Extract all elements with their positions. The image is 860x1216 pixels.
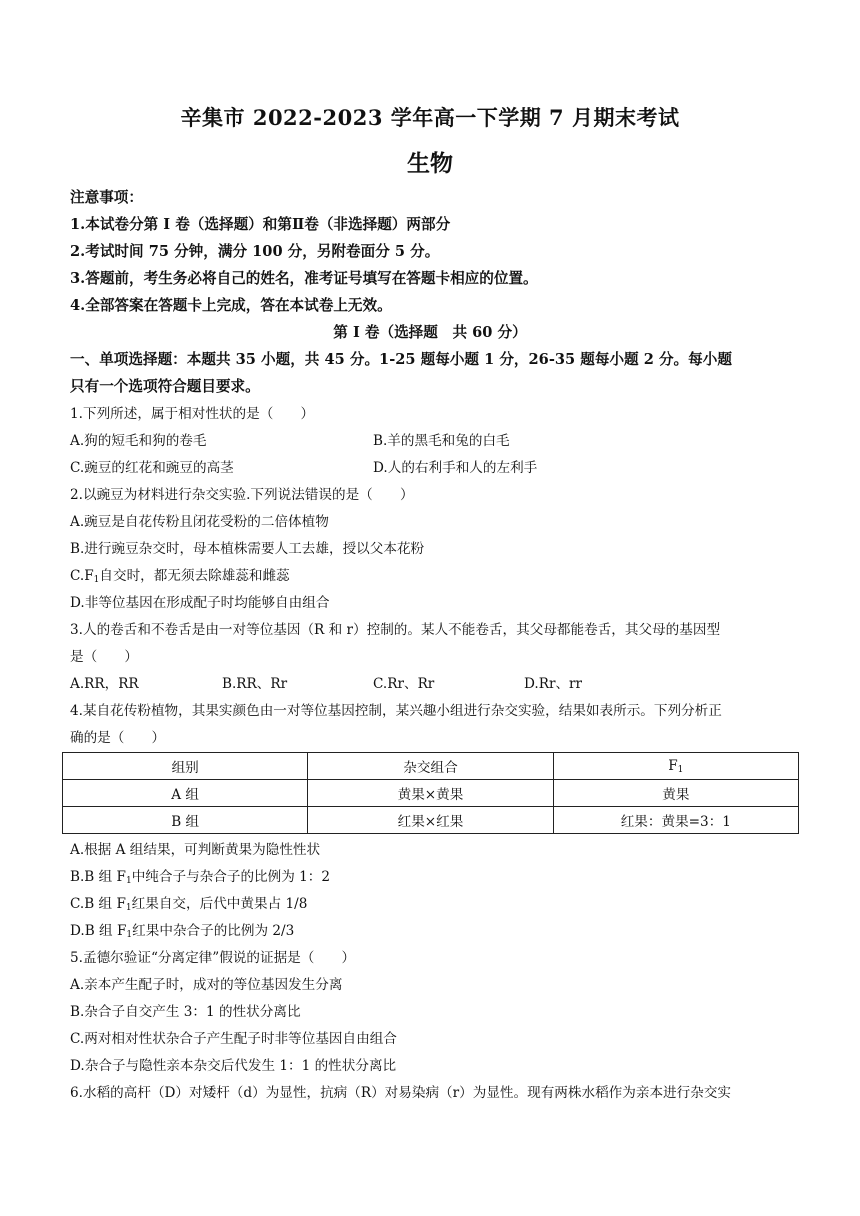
- q1-option-c: C.豌豆的红花和豌豆的高茎: [70, 460, 234, 476]
- table-cell: 红果×红果: [308, 807, 553, 834]
- notice-item-3: 3.答题前，考生务必将自己的姓名，准考证号填写在答题卡相应的位置。: [70, 270, 538, 287]
- q4-option-b: B.B 组 $F_1$中纯合子与杂合子的比例为 1：2: [70, 869, 331, 886]
- q3-option-b: B.RR、Rr: [222, 676, 288, 692]
- q3-stem-line1: 3.人的卷舌和不卷舌是由一对等位基因（R 和 r）控制的。某人不能卷舌，其父母都能卷舌，其父母的基因型: [70, 622, 721, 638]
- table-cell: 黄果: [553, 780, 798, 807]
- table-row: [63, 780, 799, 807]
- table-cell: A 组: [63, 780, 308, 807]
- q3-option-c: C.Rr、Rr: [373, 676, 435, 692]
- subject-title: 生物: [407, 150, 453, 177]
- q1-option-b: B.羊的黑毛和兔的白毛: [373, 433, 510, 449]
- q5-option-d: D.杂合子与隐性亲本杂交后代发生 1：1 的性状分离比: [70, 1058, 397, 1074]
- table-row: [63, 807, 799, 834]
- notice-heading: 注意事项：: [70, 189, 143, 206]
- table-header-row: [63, 753, 799, 780]
- q4-stem-line1: 4.某自花传粉植物，其果实颜色由一对等位基因控制，某兴趣小组进行杂交实验，结果如表所示。下列分析正: [70, 703, 722, 719]
- q2-option-c: $C.F_1$自交时，都无须去除雄蕊和雌蕊: [70, 568, 290, 585]
- q6-stem: 6.水稻的高杆（D）对矮杆（d）为显性，抗病（R）对易染病（r）为显性。现有两株水稻作为亲本进行杂交实: [70, 1085, 732, 1101]
- q2-option-b: B.进行豌豆杂交时，母本植株需要人工去雄，授以父本花粉: [70, 541, 425, 557]
- section1-line2: 只有一个选项符合题目要求。: [70, 378, 260, 395]
- table-header-cell: 杂交组合: [308, 753, 553, 780]
- q5-option-b: B.杂合子自交产生 3：1 的性状分离比: [70, 1004, 301, 1020]
- q5-option-c: C.两对相对性状杂合子产生配子时非等位基因自由组合: [70, 1031, 397, 1047]
- q4-option-d: D.B 组 $F_1$红果中杂合子的比例为 2/3: [70, 923, 295, 940]
- notice-item-4: 4.全部答案在答题卡上完成，答在本试卷上无效。: [70, 297, 392, 314]
- table-cell: 黄果×黄果: [308, 780, 553, 807]
- table-header-cell: 组别: [63, 753, 308, 780]
- q3-stem-line2: 是（ ）: [70, 649, 138, 665]
- part1-heading: 第 I 卷（选择题 共 60 分）: [333, 324, 527, 341]
- q4-option-a: A.根据 A 组结果，可判断黄果为隐性性状: [70, 842, 321, 858]
- q3-option-d: D.Rr、rr: [524, 676, 583, 692]
- q3-option-a: A.RR，RR: [70, 676, 139, 692]
- q5-stem: 5.孟德尔验证“分离定律”假说的证据是（ ）: [70, 950, 356, 966]
- section1-line1: 一、单项选择题：本题共 35 小题，共 45 分。1-25 题每小题 1 分，26-35 题每小题 2 分。每小题: [70, 351, 732, 368]
- table-cell: B 组: [63, 807, 308, 834]
- cross-results-table: [62, 752, 799, 834]
- q1-stem: 1.下列所述，属于相对性状的是（ ）: [70, 406, 315, 422]
- q1-option-a: A.狗的短毛和狗的卷毛: [70, 433, 207, 449]
- notice-item-2: 2.考试时间 75 分钟，满分 100 分，另附卷面分 5 分。: [70, 243, 440, 260]
- q2-option-d: D.非等位基因在形成配子时均能够自由组合: [70, 595, 330, 611]
- q2-option-a: A.豌豆是自花传粉且闭花受粉的二倍体植物: [70, 514, 329, 530]
- table-header-cell: $F_1$: [553, 753, 798, 780]
- q4-option-c: C.B 组 $F_1$红果自交，后代中黄果占 1/8: [70, 896, 308, 913]
- notice-item-1: 1.本试卷分第 I 卷（选择题）和第Ⅱ卷（非选择题）两部分: [70, 216, 451, 233]
- q5-option-a: A.亲本产生配子时，成对的等位基因发生分离: [70, 977, 343, 993]
- q4-stem-line2: 确的是（ ）: [70, 730, 166, 746]
- q1-option-d: D.人的右利手和人的左利手: [373, 460, 538, 476]
- exam-title: 辛集市 2022-2023 学年高一下学期 7 月期末考试: [180, 105, 680, 130]
- q2-stem: 2.以豌豆为材料进行杂交实验.下列说法错误的是（ ）: [70, 487, 414, 503]
- table-cell: 红果：黄果=3：1: [553, 807, 798, 834]
